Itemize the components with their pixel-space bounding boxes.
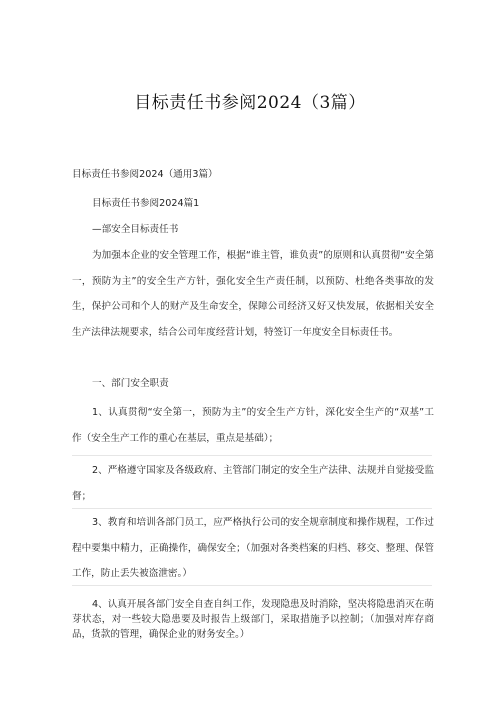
duty-item-3 [72, 510, 434, 587]
document-title: 目标责任书参阅2024（3篇） [134, 93, 366, 113]
section-heading: 目标责任书参阅2024篇1 [92, 198, 200, 209]
duty-item-text: 1、认真贯彻“安全第一，预防为主”的安全生产方针，深化安全生产的“双基”工作（安全生产工作的重心在基层，重点是基础）； [72, 407, 434, 444]
intro-paragraph-text: 为加强本企业的安全管理工作，根据“谁主管，谁负责”的原则和认真贯彻“安全第一，预防为主”的安全生产方针，强化安全生产责任制，以预防、杜绝各类事故的发生，保护公司和个人的财产及生命安全，保障公司经济又好又快发展，依据相关安全生产法律法规要求，结合公司年度经营计划，特签订一年度安全目标责任书。 [72, 250, 434, 338]
duty-item-text: 3、教育和培训各部门员工，应严格执行公司的安全规章制度和操作规程，工作过程中要集中精力，正确操作，确保安全；（加强对各类档案的归档、移交、整理、保管工作，防止丢失被盗泄密。） [72, 517, 434, 579]
divider [72, 585, 432, 586]
duty-item-1 [72, 400, 434, 451]
duty-item-text: 4、认真开展各部门安全自查自纠工作，发现隐患及时消除，坚决将隐患消灭在萌芽状态，对一些较大隐患要及时报告上级部门，采取措施予以控制；（加强对库存商品，货款的管理，确保企业的财务安全。） [72, 599, 434, 640]
sub-heading: —部安全目标责任书 [92, 224, 179, 235]
divider [72, 455, 432, 456]
duty-item-text: 2、严格遵守国家及各级政府、主管部门制定的安全生产法律、法规并自觉接受监督； [72, 465, 434, 502]
intro-paragraph [72, 243, 434, 345]
divider [72, 508, 432, 509]
duty-item-2 [72, 458, 434, 509]
document-subtitle: 目标责任书参阅2024（通用3篇） [72, 169, 218, 180]
duty-item-4 [72, 597, 434, 642]
duty-heading: 一、部门安全职责 [92, 378, 169, 389]
